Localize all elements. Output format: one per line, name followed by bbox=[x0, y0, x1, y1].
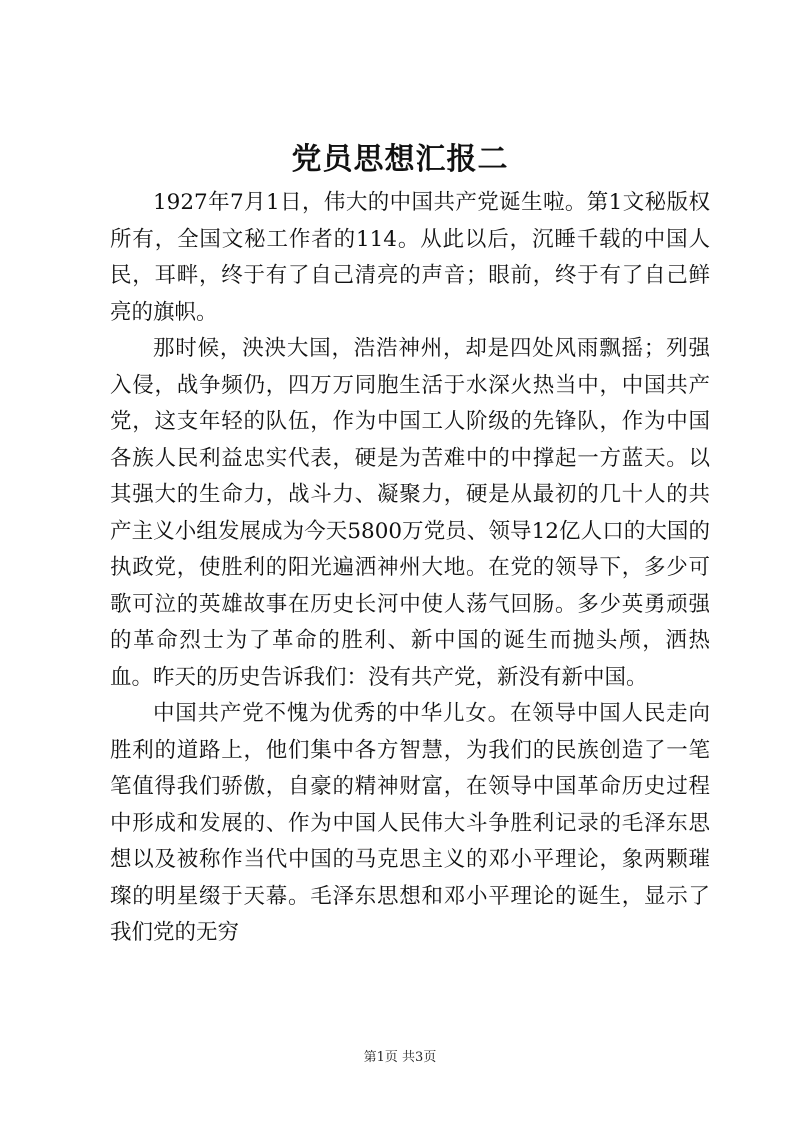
document-body bbox=[110, 185, 710, 952]
paragraph-2: 那时候，泱泱大国，浩浩神州，却是四处风雨飘摇；列强入侵，战争频仍，四万万同胞生活于水深火热当中，中国共产党，这支年轻的队伍，作为中国工人阶级的先锋队，作为中国各族人民利益忠实代表，硬是为苦难中的中撑起一方蓝天。以其强大的生命力，战斗力、凝聚力，硬是从最初的几十人的共产主义小组发展成为今天5800万党员、领导12亿人口的大国的执政党，使胜利的阳光遍洒神州大地。在党的领导下，多少可歌可泣的英雄故事在历史长河中使人荡气回肠。多少英勇顽强的革命烈士为了革命的胜利、新中国的诞生而抛头颅，洒热血。昨天的历史告诉我们：没有共产党，新没有新中国。 bbox=[110, 336, 710, 690]
document-title: 党员思想汇报二 bbox=[291, 142, 509, 177]
page-footer: 第1页 共3页 bbox=[363, 1050, 437, 1065]
paragraph-3: 中国共产党不愧为优秀的中华儿女。在领导中国人民走向胜利的道路上，他们集中各方智慧，为我们的民族创造了一笔笔值得我们骄傲，自豪的精神财富，在领导中国革命历史过程中形成和发展的、作为中国人民伟大斗争胜利记录的毛泽东思想以及被称作当代中国的马克思主义的邓小平理论，象两颗璀璨的明星缀于天幕。毛泽东思想和邓小平理论的诞生，显示了我们党的无穷 bbox=[110, 701, 710, 945]
paragraph-1: 1927年7月1日，伟大的中国共产党诞生啦。第1文秘版权所有，全国文秘工作者的114。从此以后，沉睡千载的中国人民，耳畔，终于有了自己清亮的声音；眼前，终于有了自己鲜亮的旗帜。 bbox=[110, 190, 710, 325]
